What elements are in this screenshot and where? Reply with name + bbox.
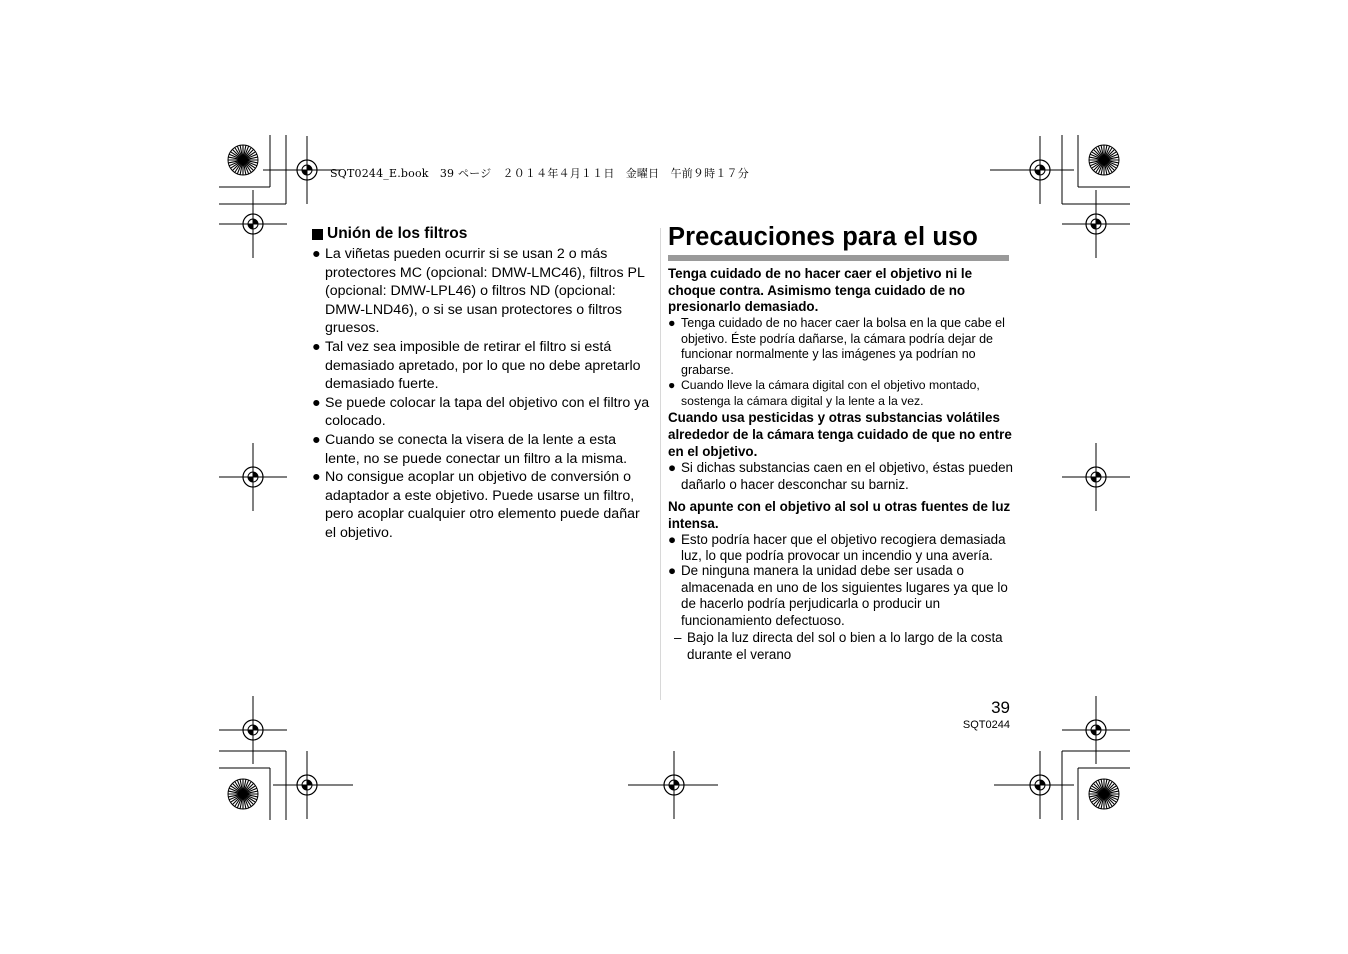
list-item	[312, 468, 654, 542]
list-item-text: Se puede colocar la tapa del objetivo con el filtro ya colocado.	[325, 394, 650, 430]
list-item	[312, 245, 654, 338]
list-item-text: De ninguna manera la unidad debe ser usada o almacenada en uno de los siguientes lugares ya que lo de hacerlo podría perjudicarla o producir un funcionamiento defectuoso.	[681, 563, 1008, 629]
right-column	[668, 222, 1013, 663]
list-item	[312, 431, 654, 468]
bullet-icon: ●	[312, 246, 321, 262]
section-heading	[312, 224, 654, 244]
heading-text: Unión de los filtros	[327, 225, 468, 242]
list-item-text: Si dichas substancias caen en el objetivo, éstas pueden dañarlo o hacer desconchar su barniz.	[681, 460, 1014, 493]
caution-heading: Tenga cuidado de no hacer caer el objetivo ni le choque contra. Asimismo tenga cuidado de no presionarlo demasiado.	[668, 266, 973, 315]
left-column	[312, 224, 654, 543]
list-item-text: Cuando se conecta la visera de la lente a esta lente, no se puede conectar un filtro a la misma.	[325, 431, 628, 467]
caution-heading: No apunte con el objetivo al sol u otras fuentes de luz intensa.	[668, 498, 1011, 531]
list-item-text: Tenga cuidado de no hacer caer la bolsa en la que cabe el objetivo. Éste podría dañarse, la cámara podría dejar de funcionar normalmente y las imágenes ya podrían no grabarse.	[681, 316, 1005, 377]
bullet-icon: ●	[668, 563, 677, 579]
list-item-text: Cuando lleve la cámara digital con el objetivo montado, sostenga la cámara digital y la lente a la vez.	[681, 378, 980, 408]
page-title: Precauciones para el uso	[668, 223, 978, 251]
list-item	[312, 338, 654, 394]
bullet-icon: ●	[312, 431, 321, 448]
black-square-icon	[312, 229, 323, 240]
page-number: 39	[991, 698, 1010, 717]
column-divider	[660, 228, 661, 700]
document-code: SQT0244	[962, 719, 1010, 731]
list-item	[668, 460, 1013, 493]
list-item-text: Tal vez sea imposible de retirar el filtro si está demasiado apretado, por lo que no debe apretarlo demasiado fuerte.	[325, 338, 641, 393]
caution-heading: Cuando usa pesticidas y otras substancias volátiles alrededor de la cámara tenga cuidado de que no entre en el objetivo.	[668, 410, 1012, 459]
bullet-icon: ●	[668, 460, 677, 476]
sub-list-item	[668, 630, 1013, 663]
print-header: SQT0244_E.book 39 ページ ２０１４年４月１１日 金曜日 午前９時１７分	[330, 167, 749, 180]
list-item-text: Esto podría hacer que el objetivo recogiera demasiada luz, lo que podría provocar un incendio y una avería.	[681, 532, 1006, 563]
list-item-text: No consigue acoplar un objetivo de conversión o adaptador a este objetivo. Puede usarse un filtro, pero acoplar cualquier otro elemento puede dañar el objetivo.	[325, 469, 640, 541]
list-item	[312, 394, 654, 431]
list-item	[668, 378, 1013, 409]
bullet-icon: ●	[312, 338, 321, 355]
bullet-icon: ●	[668, 316, 676, 331]
list-item	[668, 316, 1013, 378]
bullet-icon: ●	[668, 378, 676, 393]
sub-list-item-text: Bajo la luz directa del sol o bien a lo largo de la costa durante el verano	[687, 629, 1003, 662]
bullet-icon: ●	[312, 394, 321, 411]
list-item	[668, 532, 1013, 563]
bullet-icon: ●	[668, 532, 677, 548]
bullet-icon: ●	[312, 469, 321, 486]
title-rule	[668, 255, 1009, 261]
list-item-text: La viñetas pueden ocurrir si se usan 2 o más protectores MC (opcional: DMW-LMC46), filtros PL (opcional: DMW-LPL46) o filtros ND (opcional: DMW-LND46), o si se usan protectores o filtros gruesos.	[325, 246, 645, 337]
dash-icon: –	[674, 629, 682, 645]
list-item	[668, 563, 1013, 630]
